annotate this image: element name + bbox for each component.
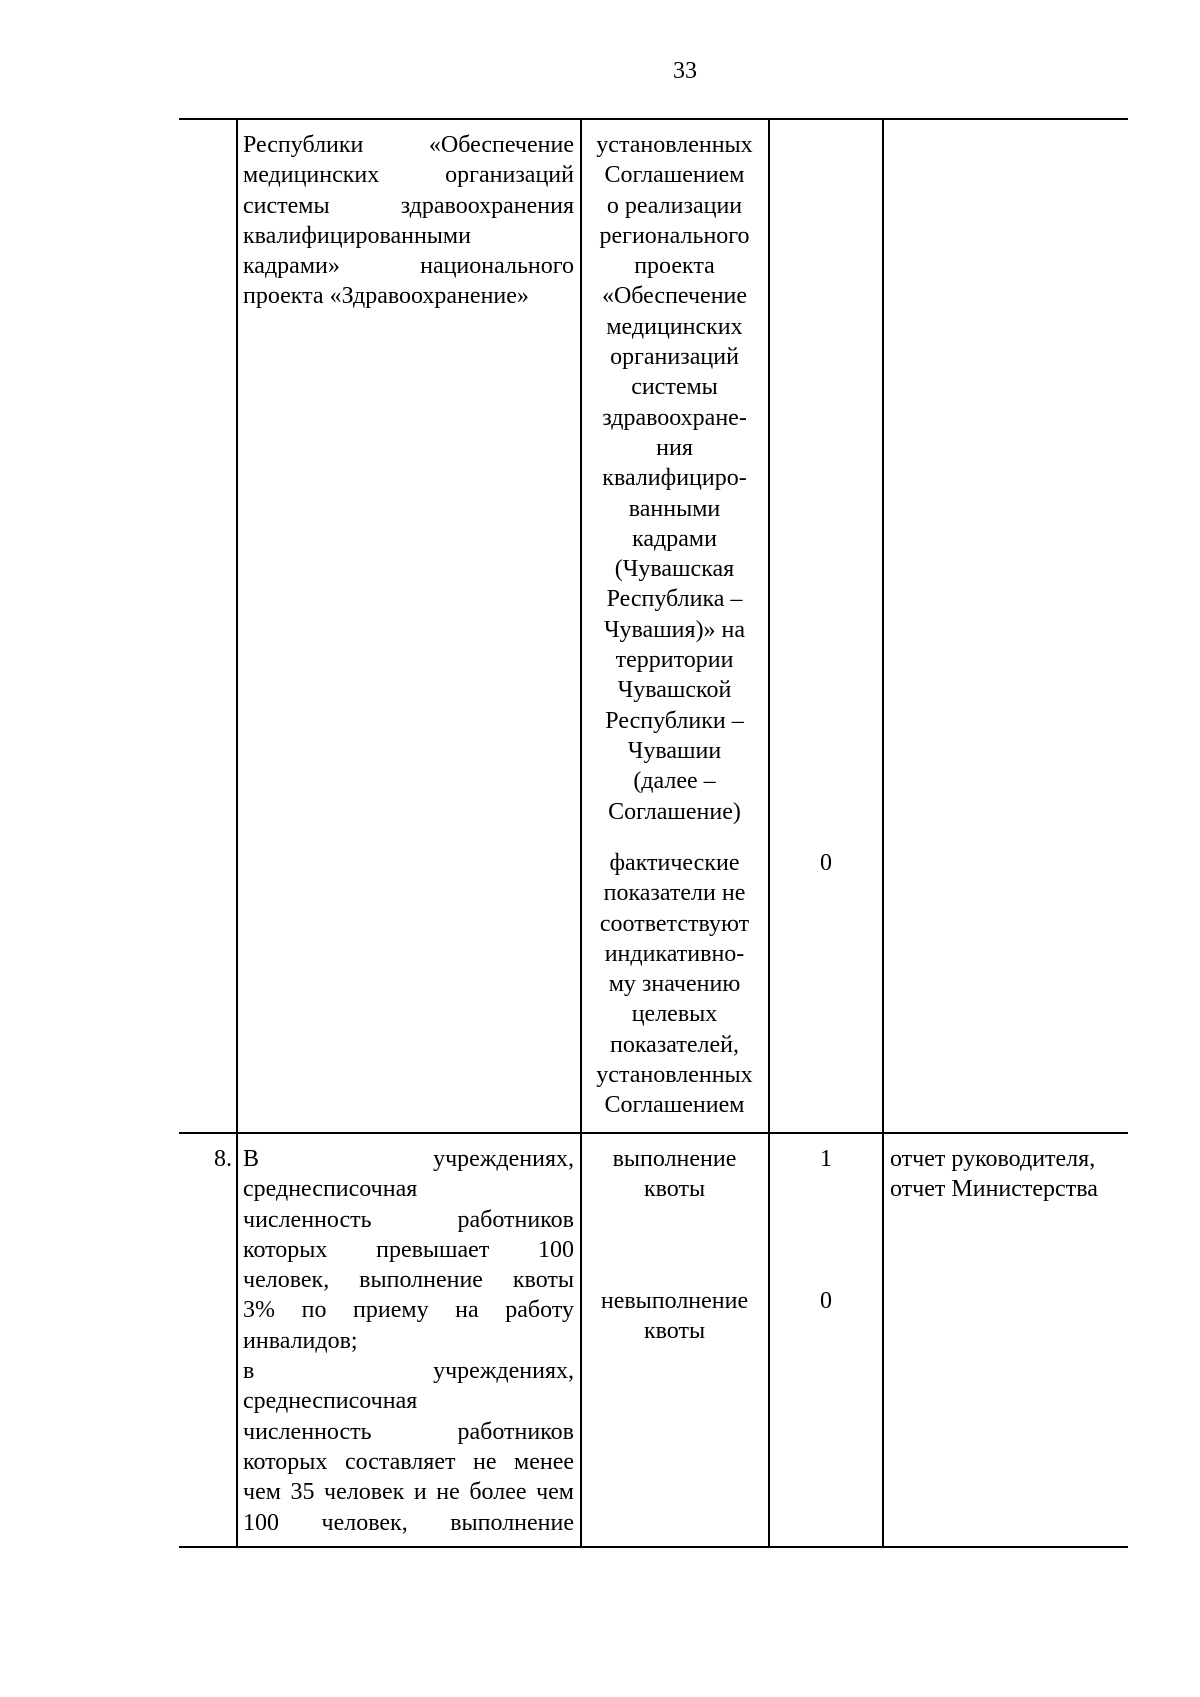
criteria-line: Республика –	[606, 586, 743, 613]
table-top-border	[179, 118, 1128, 120]
criteria-line: Чувашской	[617, 677, 732, 704]
row-8-criteria-1	[583, 1144, 766, 1205]
desc-line: квалифицированными	[243, 222, 471, 249]
criteria-line: «Обеспечение	[601, 283, 748, 310]
criteria-line: Соглашением	[604, 162, 745, 189]
page-number: 33	[673, 58, 697, 84]
desc-line: системы здравоохранения	[243, 192, 574, 219]
row-continued-score-2: 0	[820, 850, 832, 876]
col-divider-1	[236, 118, 238, 1548]
criteria-line: Соглашением	[604, 1092, 745, 1119]
desc-line: в учреждениях,	[243, 1358, 574, 1385]
desc-line: 3% по приему на работу	[243, 1297, 574, 1324]
table-row-divider	[179, 1132, 1128, 1134]
row-8-description	[243, 1144, 574, 1538]
row-8-score-2: 0	[820, 1288, 832, 1314]
criteria-line: целевых	[631, 1001, 718, 1028]
criteria-line: установленных	[596, 132, 753, 158]
desc-line: чем 35 человек и не более чем	[243, 1479, 574, 1506]
criteria-line: организаций	[610, 344, 739, 371]
criteria-line: ния	[656, 434, 693, 461]
criteria-line: территории	[615, 647, 734, 674]
criteria-line: квалифициро-	[602, 465, 747, 492]
desc-line: человек, выполнение квоты	[243, 1267, 574, 1294]
criteria-line: индикативно-	[604, 940, 745, 967]
row-8-score-1: 1	[820, 1146, 832, 1172]
criteria-line: здравоохране-	[602, 404, 747, 431]
col-divider-2	[580, 118, 582, 1548]
criteria-line: Чувашия)» на	[603, 616, 746, 643]
desc-line: которых превышает 100	[243, 1236, 574, 1263]
table-bottom-border	[179, 1546, 1128, 1548]
desc-line: которых составляет не менее	[243, 1448, 574, 1475]
criteria-line: ванными	[628, 495, 721, 522]
row-continued-criteria-1	[583, 130, 766, 827]
desc-line: кадрами» национального	[243, 253, 574, 280]
col-divider-4	[882, 118, 884, 1548]
desc-line: 100 человек, выполнение	[243, 1509, 574, 1536]
desc-line: численность работников	[243, 1206, 574, 1233]
criteria-line: показателей,	[610, 1031, 739, 1058]
desc-line: медицинских организаций	[243, 162, 574, 189]
desc-line: среднесписочная	[243, 1388, 418, 1415]
source-line: отчет Министерства	[890, 1176, 1098, 1203]
criteria-line: показатели не	[603, 880, 746, 907]
row-continued-criteria-2	[583, 848, 766, 1121]
desc-line: Республики «Обеспечение	[243, 132, 574, 158]
desc-line: среднесписочная	[243, 1176, 418, 1203]
criteria-line: системы	[631, 374, 718, 401]
row-continued-description	[243, 130, 574, 312]
criteria-line: выполнение	[612, 1146, 737, 1172]
criteria-line: му значению	[608, 971, 741, 998]
criteria-line: квоты	[643, 1176, 706, 1203]
criteria-line: квоты	[643, 1318, 706, 1345]
row-8-source	[890, 1144, 1126, 1205]
criteria-line: установленных	[596, 1062, 753, 1089]
criteria-line: медицинских	[606, 313, 743, 340]
criteria-line: о реализации	[606, 192, 743, 219]
row-8-number: 8.	[214, 1146, 232, 1172]
criteria-line: невыполнение	[600, 1288, 749, 1314]
criteria-line: кадрами	[632, 525, 717, 552]
criteria-line: соответствуют	[599, 910, 750, 937]
source-line: отчет руководителя,	[890, 1146, 1096, 1172]
criteria-line: Соглашение)	[608, 798, 741, 825]
criteria-line: проекта	[634, 253, 715, 280]
desc-line: В учреждениях,	[243, 1146, 574, 1172]
criteria-line: Чувашии	[627, 737, 722, 764]
desc-line: проекта «Здравоохранение»	[243, 283, 529, 310]
col-divider-3	[768, 118, 770, 1548]
row-8-criteria-2	[583, 1286, 766, 1347]
desc-line: инвалидов;	[243, 1327, 358, 1354]
criteria-line: (далее –	[633, 768, 716, 795]
criteria-line: Республики –	[605, 707, 744, 734]
criteria-line: регионального	[599, 222, 750, 249]
criteria-line: фактические	[609, 850, 740, 876]
criteria-line: (Чувашская	[614, 556, 735, 583]
desc-line: численность работников	[243, 1418, 574, 1445]
